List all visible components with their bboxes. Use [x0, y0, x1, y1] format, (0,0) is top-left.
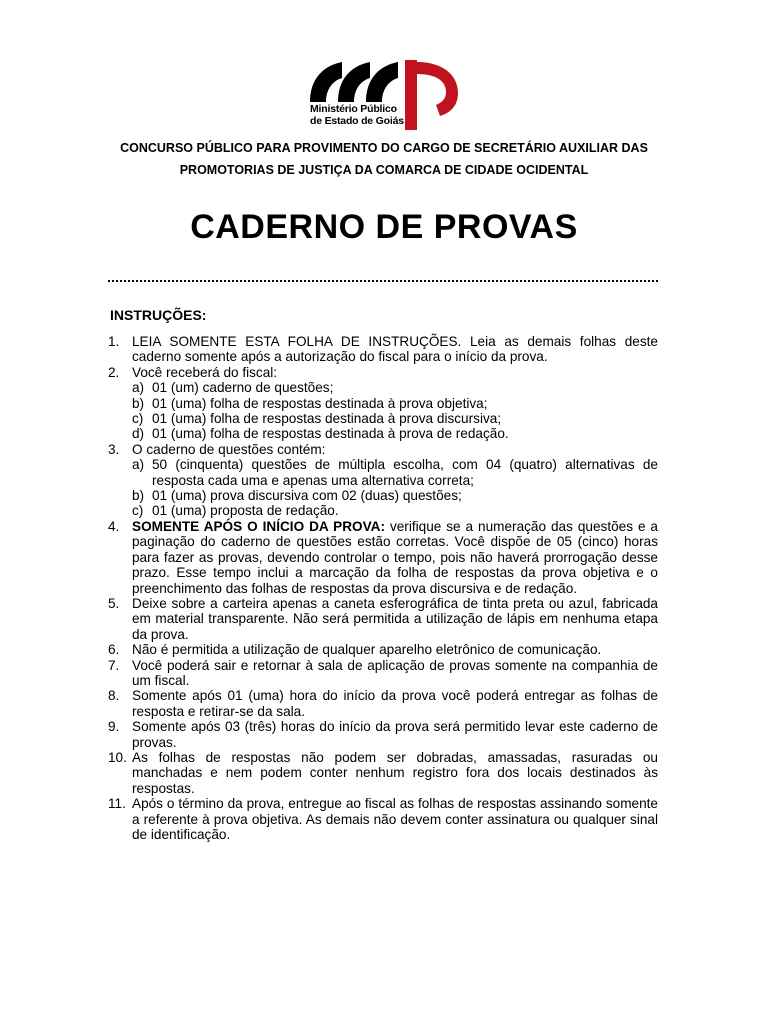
instruction-text: LEIA SOMENTE ESTA FOLHA DE INSTRUÇÕES. Leia as demais folhas deste caderno somente após a autorização do fiscal para o início da prova.: [132, 334, 658, 365]
instruction-subitem: [132, 488, 658, 503]
subitem-text: 01 (um) caderno de questões;: [152, 380, 334, 396]
instruction-number: 5.: [108, 595, 120, 611]
instruction-item: [108, 658, 658, 689]
instruction-number: 8.: [108, 688, 120, 704]
subitem-letter: d): [132, 426, 145, 442]
instruction-item: [108, 750, 658, 796]
instruction-subitem: [132, 426, 658, 441]
logo-black-arc-1: [310, 62, 342, 102]
instruction-text: Somente após 01 (uma) hora do início da prova você poderá entregar as folhas de resposta e retirar-se da sala.: [132, 688, 658, 719]
dotted-divider: [108, 280, 658, 282]
subitem-letter: a): [132, 380, 145, 396]
subitem-letter: b): [132, 488, 145, 504]
instruction-text: Após o término da prova, entregue ao fiscal as folhas de respostas assinando somente a referente à prova objetiva. As demais não devem conter assinatura ou qualquer sinal de identificação.: [132, 796, 658, 842]
instruction-number: 3.: [108, 441, 120, 457]
instruction-item: [108, 719, 658, 750]
instructions-list: [108, 334, 658, 842]
instruction-number: 11.: [108, 796, 126, 812]
subitem-letter: c): [132, 503, 144, 519]
document-title: CADERNO DE PROVAS: [190, 208, 578, 246]
subitem-text: 01 (uma) folha de respostas destinada à prova objetiva;: [152, 395, 488, 411]
instruction-text: Não é permitida a utilização de qualquer aparelho eletrônico de comunicação.: [132, 642, 602, 658]
instruction-text: O caderno de questões contém:: [132, 441, 326, 457]
instruction-subitem: [132, 380, 658, 395]
instruction-item: [108, 519, 658, 596]
instruction-number: 1.: [108, 334, 120, 349]
instruction-number: 2.: [108, 364, 120, 380]
exam-header: [96, 137, 672, 181]
logo-black-arc-2: [338, 62, 370, 102]
instruction-number: 10.: [108, 749, 127, 765]
instruction-item: [108, 442, 658, 457]
instruction-number: 9.: [108, 719, 120, 735]
logo-text: [310, 103, 404, 127]
instruction-item: [108, 688, 658, 719]
subitem-text: 01 (uma) prova discursiva com 02 (duas) questões;: [152, 488, 462, 504]
logo-line-2: de Estado de Goiás: [310, 115, 404, 127]
instruction-text: SOMENTE APÓS O INÍCIO DA PROVA: verifique se a numeração das questões e a paginação do caderno de questões estão corretas. Você dispõe de 05 (cinco) horas para fazer as provas, devendo controlar o tempo, pois não haverá prorrogação desse prazo. Esse tempo inclui a marcação da folha de respostas da prova objetiva e o preenchimento das folhas de respostas da prova discursiva e de redação.: [132, 518, 658, 596]
instruction-subitem: [132, 396, 658, 411]
instruction-item: [108, 596, 658, 642]
instruction-text: Você poderá sair e retornar à sala de aplicação de provas somente na companhia de um fiscal.: [132, 657, 658, 688]
instructions-heading: INSTRUÇÕES:: [110, 307, 207, 323]
logo-line-1: Ministério Público: [310, 103, 397, 115]
instruction-subitem: [132, 457, 658, 488]
instruction-number: 6.: [108, 642, 120, 658]
instruction-emphasis: SOMENTE APÓS O INÍCIO DA PROVA:: [132, 518, 386, 534]
instruction-number: 4.: [108, 518, 120, 534]
instruction-text: Somente após 03 (três) horas do início da prova será permitido levar este caderno de provas.: [132, 719, 658, 750]
subitem-letter: a): [132, 457, 145, 473]
header-line-1: CONCURSO PÚBLICO PARA PROVIMENTO DO CARGO DE SECRETÁRIO AUXILIAR DAS: [120, 141, 648, 155]
subitem-text: 01 (uma) proposta de redação.: [152, 503, 339, 519]
header-line-2: PROMOTORIAS DE JUSTIÇA DA COMARCA DE CIDADE OCIDENTAL: [179, 163, 589, 177]
instruction-item: [108, 334, 658, 365]
logo-black-arc-3: [366, 62, 398, 102]
subitem-letter: b): [132, 395, 145, 411]
subitem-text: 01 (uma) folha de respostas destinada à prova discursiva;: [152, 411, 502, 427]
instruction-item: [108, 365, 658, 380]
instruction-item: [108, 642, 658, 657]
instruction-number: 7.: [108, 657, 120, 673]
instruction-subitem: [132, 411, 658, 426]
subitem-letter: c): [132, 411, 144, 427]
logo-red-arc: [417, 62, 458, 116]
subitem-text: 01 (uma) folha de respostas destinada à prova de redação.: [152, 426, 509, 442]
instruction-item: [108, 796, 658, 842]
instruction-text: As folhas de respostas não podem ser dobradas, amassadas, rasuradas ou manchadas e nem podem conter nenhum registro fora dos locais destinados às respostas.: [132, 749, 658, 796]
subitem-text: 50 (cinquenta) questões de múltipla escolha, com 04 (quatro) alternativas de resposta cada uma e apenas uma alternativa correta;: [152, 457, 658, 488]
instruction-subitem: [132, 503, 658, 518]
logo-red-bar: [405, 60, 417, 130]
instruction-text: Você receberá do fiscal:: [132, 364, 278, 380]
instruction-text: Deixe sobre a carteira apenas a caneta esferográfica de tinta preta ou azul, fabricada em material transparente. Não será permitida a utilização de lápis em nenhuma etapa da prova.: [132, 595, 658, 642]
